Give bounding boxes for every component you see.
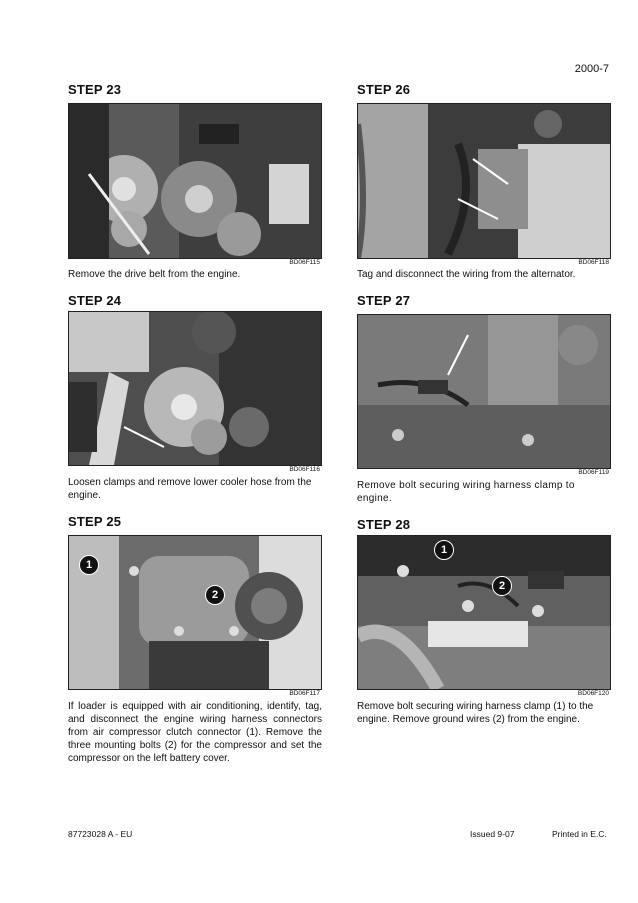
step-24-figure-id: BD06F116	[289, 466, 320, 473]
step-26-figure-id: BD06F118	[578, 259, 609, 266]
step-26-caption: Tag and disconnect the wiring from the alternator.	[357, 269, 576, 280]
step-28-figure-id: BD06F120	[577, 690, 609, 697]
step-27-figure-id: BD06F119	[578, 469, 609, 476]
step-28-title: STEP 28	[357, 517, 411, 532]
callout-2-badge: 2	[492, 576, 512, 596]
footer-printed: Printed in E.C.	[552, 829, 607, 839]
step-27-caption: Remove bolt securing wiring harness clamp to engine.	[357, 480, 575, 504]
step-23-caption: Remove the drive belt from the engine.	[68, 269, 241, 280]
page-number: 2000-7	[574, 63, 609, 75]
step-23-photo	[68, 103, 322, 259]
step-26-title: STEP 26	[357, 82, 411, 97]
step-28-photo	[357, 535, 611, 690]
callout-2-badge: 2	[205, 585, 225, 605]
step-25-caption: If loader is equipped with air conditioning, identify, tag, and disconnect the engine wiring harness connectors from air compressor clutch connector (1). Remove the three mounting bolts (2) for the compressor and set the compressor on the left battery cover.	[68, 701, 322, 764]
footer-issued: Issued 9-07	[470, 829, 515, 839]
callout-1-badge: 1	[434, 540, 454, 560]
step-27-photo	[357, 314, 611, 469]
footer-part-number: 87723028 A - EU	[68, 829, 133, 839]
callout-1-badge: 1	[79, 555, 99, 575]
step-27-title: STEP 27	[357, 293, 411, 308]
step-28-caption: Remove bolt securing wiring harness clamp (1) to the engine. Remove ground wires (2) from the engine.	[357, 701, 594, 725]
step-25-photo	[68, 535, 322, 690]
step-23-title: STEP 23	[68, 82, 122, 97]
step-24-photo	[68, 311, 322, 466]
step-24-caption: Loosen clamps and remove lower cooler hose from the engine.	[68, 477, 312, 501]
step-25-title: STEP 25	[68, 514, 122, 529]
step-23-figure-id: BD06F115	[289, 259, 320, 266]
step-24-title: STEP 24	[68, 293, 122, 308]
step-25-figure-id: BD06F117	[289, 690, 320, 697]
step-26-photo	[357, 103, 611, 259]
